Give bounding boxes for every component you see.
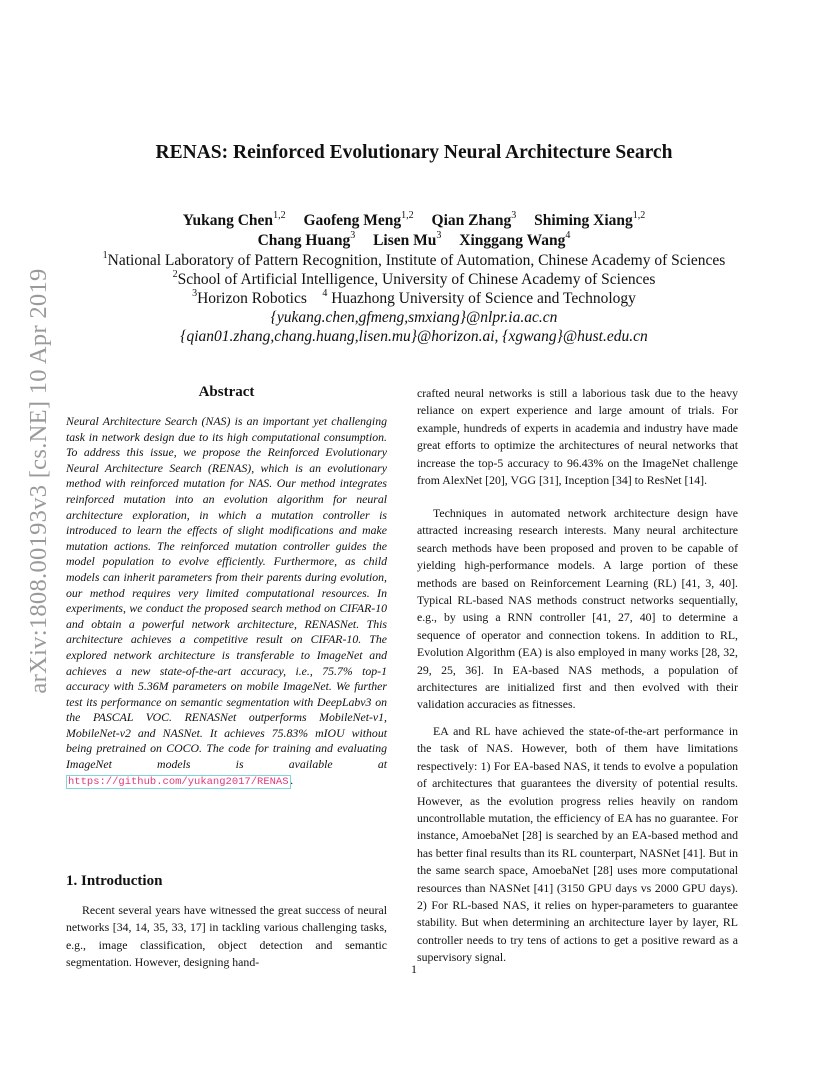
author-name: Qian Zhang$^3$ (431, 210, 517, 229)
author-name: Yukang Chen$^{1,2}$ (182, 210, 286, 229)
affiliation-2: $^2$School of Artificial Intelligence, University of Chinese Academy of Sciences (172, 269, 656, 288)
abstract-body: Neural Architecture Search (NAS) is an important yet challenging task in network design due to its high computational consumption. To address this issue, we propose the Reinforced Evolutionary Neural Architecture Search (RENAS), which is an evolutionary method with reinforced mutation for NAS. Our method integrates reinforced mutation into an evolution algorithm for neural architecture exploration, in which a mutation controller is introduced to learn the effects of slight modifications and make mutation actions. The reinforced mutation controller guides the model population to evolve efficiently. Furthermore, as child models can inherit parameters from their parents during evolution, our method requires very limited computational resources. In experiments, we conduct the proposed search method on CIFAR-10 and obtain a powerful network architecture, RENASNet. This architecture achieves a competitive result on CIFAR-10. The explored network architecture is transferable to ImageNet and achieves a new state-of-the-art accuracy, i.e., 75.7% top-1 accuracy with 5.36M parameters on mobile ImageNet. We further test its performance on semantic segmentation with DeepLabv3 on the PASCAL VOC. RENASNet outperforms MobileNet-v1, MobileNet-v2 and NASNet. It achieves 75.83% mIOU without being pretrained on COCO. The code for training and evaluating ImageNet models is available at https://github.com/yukang2017/RENAS . (66, 414, 387, 788)
right-paragraph-3: EA and RL have achieved the state-of-the-art performance in the task of NAS. However, both of them have limitations respectively: 1) For EA-based NAS, it tends to evolve a population of architectures that guarantees the diversity of potential results. However, as the evolution progress relies heavily on random uncontrollable mutation, the efficiency of EA has no guarantee. For instance, AmoebaNet [28] is searched by an EA-based method and has better final results than its RL counterpart, NASNet [41]. But in the same search space, AmoebaNet [28] uses more computational resources than NASNet [41] (3150 GPU days vs 2000 GPU days). 2) For RL-based NAS, it relies on hyper-parameters to guarantee stability. But when determining an architecture layer by layer, RL controller needs to try tens of actions to get a positive reward as a supervisory signal. (417, 724, 738, 965)
email-line-2: {qian01.zhang,chang.huang,lisen.mu}@horizon.ai, {xgwang}@hust.edu.cn (180, 328, 648, 345)
authors-line-1 (0, 212, 828, 230)
abstract-heading: Abstract (198, 384, 255, 400)
right-paragraph-1: crafted neural networks is still a laborious task due to the heavy reliance on expert experience and large amount of trials. For example, hundreds of experts in academia and industry have made great efforts to optimize the architectures of neural networks that increase the top-5 accuracy to 96.43% on the ImageNet challenge from AlexNet [20], VGG [31], Inception [34] to ResNet [14]. (417, 386, 738, 488)
paper-title: RENAS: Reinforced Evolutionary Neural Architecture Search (155, 142, 673, 163)
right-paragraph-2: Techniques in automated network architecture design have attracted increasing research interests. Many neural architecture search methods have been proposed and proven to be capable of yielding high-performance models. A large portion of these methods are based on Reinforcement Learning (RL) [41, 3, 40]. Typical RL-based NAS methods construct networks sequentially, e.g., by using a RNN controller [41, 27, 40] to determine a sequence of operator and connection tokens. In addition to RL, Evolution Algorithm (EA) is also employed in many works [28, 32, 29, 25, 36]. In EA-based NAS methods, a population of architectures are initialized first and then evolved with their validation accuracies as fitnesses. (417, 506, 738, 712)
affiliation-1: $^1$National Laboratory of Pattern Recognition, Institute of Automation, Chinese Academy of Sciences (102, 250, 726, 269)
author-name: Lisen Mu$^3$ (373, 230, 442, 249)
author-name: Xinggang Wang$^4$ (459, 230, 571, 249)
author-name: Gaofeng Meng$^{1,2}$ (303, 210, 414, 229)
page-number: 1 (411, 962, 417, 976)
section-heading-introduction: 1. Introduction (66, 873, 163, 889)
author-name: Chang Huang$^3$ (257, 230, 356, 249)
arxiv-watermark: arXiv:1808.00193v3 [cs.NE] 10 Apr 2019 (25, 268, 52, 694)
intro-paragraph: Recent several years have witnessed the great success of neural networks [34, 14, 35, 33, 17] in tackling various challenging tasks, e.g., image classification, object detection and semantic segmentation. However, designing hand- (66, 903, 387, 970)
email-line-1: {yukang.chen,gfmeng,smxiang}@nlpr.ia.ac.cn (270, 309, 558, 326)
author-name: Shiming Xiang$^{1,2}$ (534, 210, 646, 229)
affiliation-3-4: $^3$Horizon Robotics $^4$ Huazhong University of Science and Technology (192, 288, 636, 307)
authors-line-2 (0, 232, 828, 250)
code-link[interactable]: https://github.com/yukang2017/RENAS (68, 775, 289, 788)
